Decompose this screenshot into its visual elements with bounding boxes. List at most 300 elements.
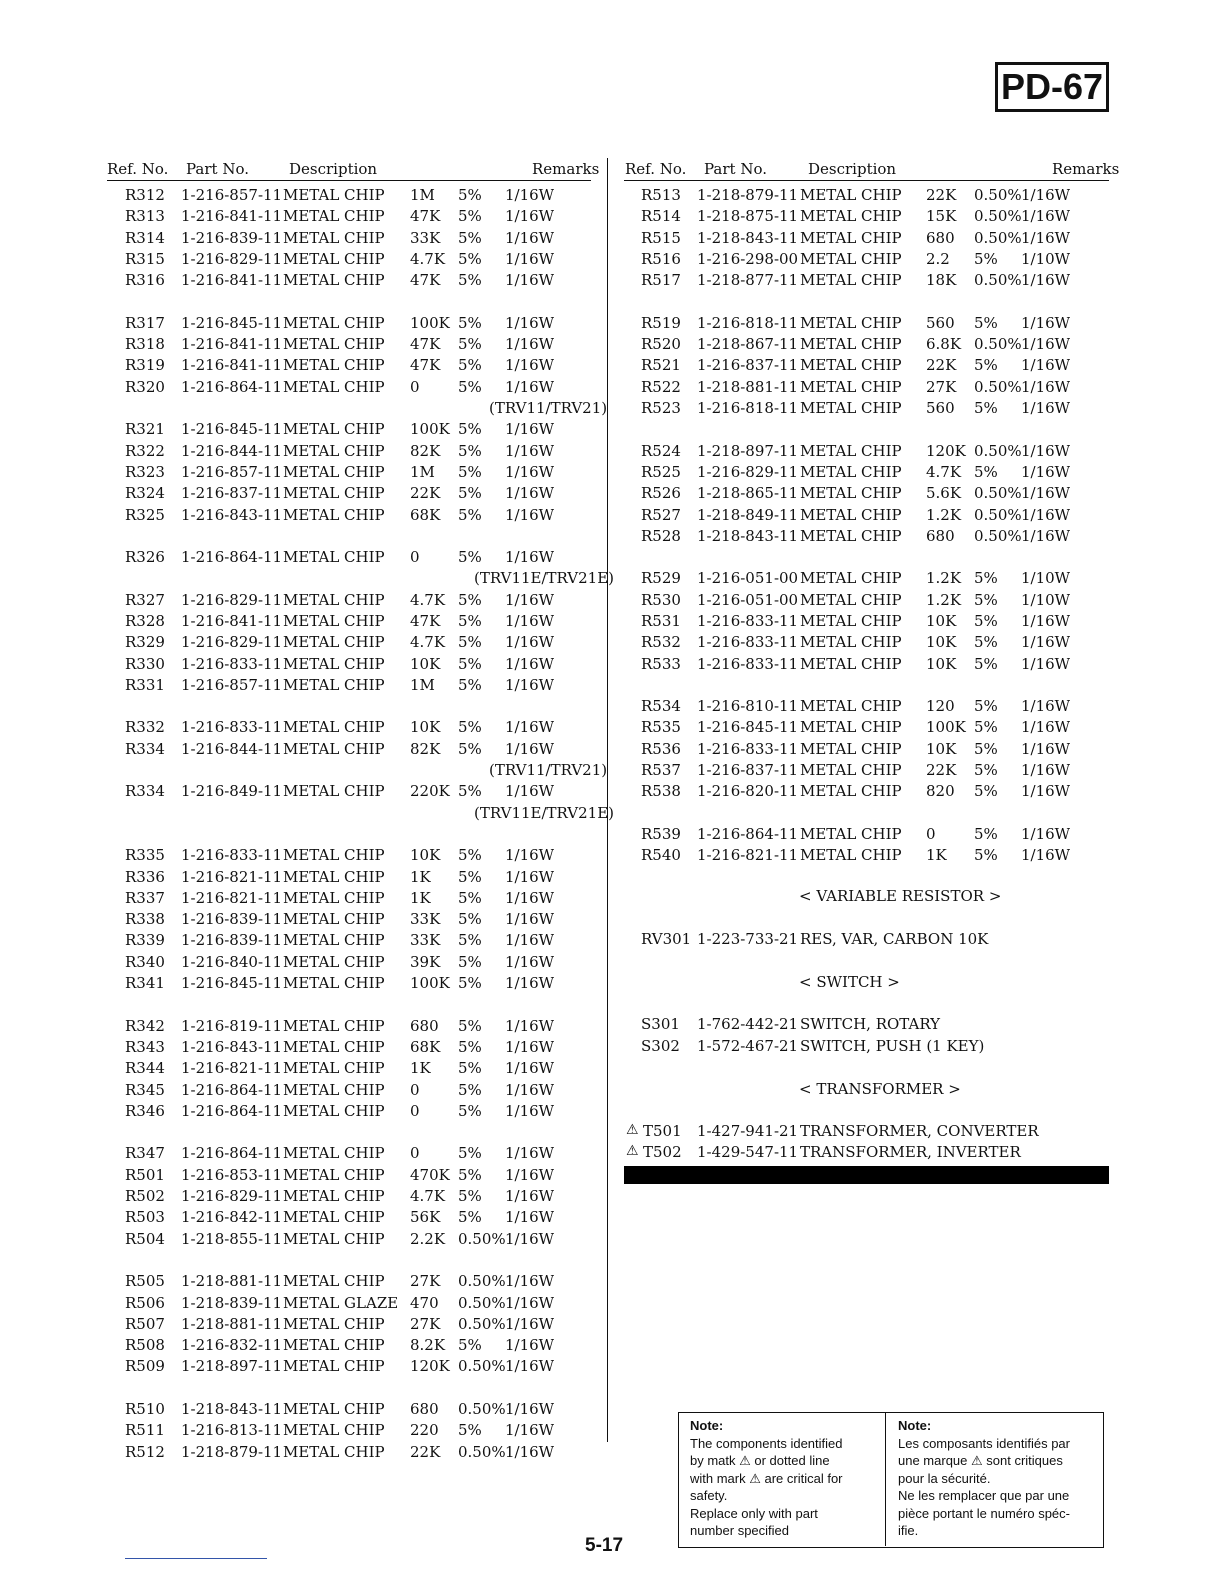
parts-row xyxy=(0,953,1224,974)
description: METAL CHIP xyxy=(800,356,902,374)
tolerance: 0.50% xyxy=(974,229,1022,247)
parts-row xyxy=(0,655,1224,676)
tolerance: 0.50% xyxy=(974,506,1022,524)
tolerance: 5% xyxy=(458,1144,482,1162)
ref: R537 xyxy=(641,761,681,779)
parts-row xyxy=(0,676,1224,697)
description: METAL CHIP xyxy=(283,974,385,992)
value: 4.7K xyxy=(410,633,446,651)
tolerance: 5% xyxy=(458,420,482,438)
footer-rule xyxy=(125,1558,267,1559)
part-number: 1-218-879-11 xyxy=(181,1443,283,1461)
description: METAL CHIP xyxy=(283,314,385,332)
note-line: une marque ⚠ sont critiques xyxy=(898,1453,1063,1468)
value: 220 xyxy=(410,1421,439,1439)
tolerance: 5% xyxy=(974,612,998,630)
ref: R523 xyxy=(641,399,681,417)
wattage: 1/16W xyxy=(1021,633,1071,651)
tolerance: 5% xyxy=(458,1102,482,1120)
description: METAL CHIP xyxy=(283,1272,385,1290)
description: METAL CHIP xyxy=(283,953,385,971)
part-number: 1-216-849-11 xyxy=(181,782,283,800)
part-number: 1-218-855-11 xyxy=(181,1230,283,1248)
parts-row xyxy=(0,612,1224,633)
ref: R332 xyxy=(125,718,165,736)
wattage: 1/16W xyxy=(1021,229,1071,247)
value: 1M xyxy=(410,186,435,204)
ref: R531 xyxy=(641,612,681,630)
wattage: 1/16W xyxy=(505,229,555,247)
value: 0 xyxy=(410,1144,420,1162)
wattage: 1/16W xyxy=(505,378,555,396)
wattage: 1/16W xyxy=(505,1166,555,1184)
parts-row xyxy=(0,271,1224,292)
value: 10K xyxy=(926,740,957,758)
wattage: 1/16W xyxy=(505,931,555,949)
value: 820 xyxy=(926,782,955,800)
wattage: 1/16W xyxy=(1021,740,1071,758)
ref: R510 xyxy=(125,1400,165,1418)
part-number: 1-216-821-11 xyxy=(697,846,799,864)
tolerance: 5% xyxy=(458,612,482,630)
value: 1.2K xyxy=(926,569,962,587)
tolerance: 0.50% xyxy=(458,1400,506,1418)
description: METAL CHIP xyxy=(283,356,385,374)
part-number: 1-218-849-11 xyxy=(697,506,799,524)
tolerance: 5% xyxy=(458,889,482,907)
ref: R335 xyxy=(125,846,165,864)
tolerance: 0.50% xyxy=(458,1315,506,1333)
value: 0 xyxy=(410,1081,420,1099)
left-header-rule xyxy=(107,180,591,181)
value: 100K xyxy=(410,314,450,332)
tolerance: 5% xyxy=(458,1336,482,1354)
tolerance: 5% xyxy=(458,484,482,502)
ref: R507 xyxy=(125,1315,165,1333)
tolerance: 5% xyxy=(974,250,998,268)
value: 4.7K xyxy=(410,250,446,268)
description: METAL CHIP xyxy=(800,484,902,502)
tolerance: 5% xyxy=(458,1421,482,1439)
ref: R530 xyxy=(641,591,681,609)
ref: R519 xyxy=(641,314,681,332)
ref: R334 xyxy=(125,782,165,800)
ref: R347 xyxy=(125,1144,165,1162)
variable-resistor-title: < VARIABLE RESISTOR > xyxy=(799,887,1002,905)
part-number: 1-218-839-11 xyxy=(181,1294,283,1312)
ref: R328 xyxy=(125,612,165,630)
warning-icon: ⚠ xyxy=(626,1143,639,1159)
part-number: 1-216-832-11 xyxy=(181,1336,283,1354)
wattage: 1/16W xyxy=(1021,442,1071,460)
value: 120 xyxy=(926,697,955,715)
parts-row xyxy=(0,484,1224,505)
description: METAL CHIP xyxy=(283,1208,385,1226)
wattage: 1/16W xyxy=(505,889,555,907)
value: 0 xyxy=(410,378,420,396)
part-number: 1-216-833-11 xyxy=(181,846,283,864)
description: METAL CHIP xyxy=(800,633,902,651)
right-column-header xyxy=(0,160,1224,180)
model-badge: PD-67 xyxy=(995,62,1109,112)
note-divider xyxy=(885,1413,886,1546)
ref: R504 xyxy=(125,1230,165,1248)
part-number: 1-216-864-11 xyxy=(181,1081,283,1099)
ref: R340 xyxy=(125,953,165,971)
part-number: 1-216-837-11 xyxy=(697,761,799,779)
wattage: 1/10W xyxy=(1021,569,1071,587)
part-number: 1-216-841-11 xyxy=(181,335,283,353)
description: METAL GLAZE xyxy=(283,1294,399,1312)
transformer-title: < TRANSFORMER > xyxy=(799,1080,961,1098)
wattage: 1/16W xyxy=(505,335,555,353)
header-part: Part No. xyxy=(186,160,249,178)
ref: R532 xyxy=(641,633,681,651)
ref: R528 xyxy=(641,527,681,545)
part-number: 1-218-897-11 xyxy=(697,442,799,460)
description: RES, VAR, CARBON 10K xyxy=(800,930,989,948)
wattage: 1/16W xyxy=(505,1187,555,1205)
part-number: 1-216-840-11 xyxy=(181,953,283,971)
part-number: 1-429-547-11 xyxy=(697,1143,799,1161)
wattage: 1/16W xyxy=(1021,761,1071,779)
part-number: 1-216-298-00 xyxy=(697,250,799,268)
part-number: 1-216-845-11 xyxy=(181,974,283,992)
description: METAL CHIP xyxy=(283,229,385,247)
tolerance: 0.50% xyxy=(974,207,1022,225)
tolerance: 5% xyxy=(974,761,998,779)
value: 2.2 xyxy=(926,250,950,268)
value: 47K xyxy=(410,271,441,289)
wattage: 1/16W xyxy=(1021,846,1071,864)
part-number: 1-216-857-11 xyxy=(181,463,283,481)
parts-row xyxy=(0,335,1224,356)
ref: R334 xyxy=(125,740,165,758)
wattage: 1/16W xyxy=(505,1421,555,1439)
tolerance: 5% xyxy=(974,463,998,481)
header-remarks: Remarks xyxy=(1052,160,1120,178)
parts-row xyxy=(0,1187,1224,1208)
value: 220K xyxy=(410,782,450,800)
tolerance: 5% xyxy=(458,335,482,353)
ref: R508 xyxy=(125,1336,165,1354)
value: 18K xyxy=(926,271,957,289)
ref: R331 xyxy=(125,676,165,694)
description: METAL CHIP xyxy=(800,399,902,417)
description: METAL CHIP xyxy=(283,931,385,949)
part-number: 1-216-829-11 xyxy=(181,1187,283,1205)
tolerance: 0.50% xyxy=(974,442,1022,460)
ref: R330 xyxy=(125,655,165,673)
tolerance: 5% xyxy=(458,207,482,225)
wattage: 1/16W xyxy=(505,846,555,864)
part-number: 1-216-813-11 xyxy=(181,1421,283,1439)
value: 68K xyxy=(410,1038,441,1056)
ref: S302 xyxy=(641,1037,680,1055)
description: METAL CHIP xyxy=(800,314,902,332)
description: METAL CHIP xyxy=(283,207,385,225)
part-number: 1-216-833-11 xyxy=(697,740,799,758)
parts-row xyxy=(0,1102,1224,1123)
parts-row xyxy=(0,1357,1224,1378)
wattage: 1/16W xyxy=(505,953,555,971)
description: METAL CHIP xyxy=(283,1102,385,1120)
description: METAL CHIP xyxy=(283,442,385,460)
header-ref: Ref. No. xyxy=(625,160,687,178)
parts-row xyxy=(0,1294,1224,1315)
tolerance: 5% xyxy=(458,1038,482,1056)
page-number: 5-17 xyxy=(585,1535,624,1556)
tolerance: 5% xyxy=(974,782,998,800)
tolerance: 5% xyxy=(458,1166,482,1184)
wattage: 1/16W xyxy=(505,548,555,566)
ref: R337 xyxy=(125,889,165,907)
value: 5.6K xyxy=(926,484,962,502)
part-number: 1-216-051-00 xyxy=(697,591,799,609)
tolerance: 5% xyxy=(458,442,482,460)
parts-row xyxy=(0,527,1224,548)
description: METAL CHIP xyxy=(283,740,385,758)
value: 82K xyxy=(410,442,441,460)
part-number: 1-216-844-11 xyxy=(181,740,283,758)
part-number: 1-216-842-11 xyxy=(181,1208,283,1226)
switch-row xyxy=(0,1037,1224,1058)
parts-row xyxy=(0,910,1224,931)
part-number: 1-216-820-11 xyxy=(697,782,799,800)
tolerance: 5% xyxy=(458,229,482,247)
wattage: 1/16W xyxy=(505,250,555,268)
parts-row xyxy=(0,229,1224,250)
part-number: 1-216-841-11 xyxy=(181,356,283,374)
parts-row xyxy=(0,1336,1224,1357)
tolerance: 5% xyxy=(974,314,998,332)
wattage: 1/16W xyxy=(505,314,555,332)
ref: R505 xyxy=(125,1272,165,1290)
tolerance: 0.50% xyxy=(974,271,1022,289)
parts-row xyxy=(0,1059,1224,1080)
note-french xyxy=(898,1417,1098,1540)
description: METAL CHIP xyxy=(800,569,902,587)
ref: R533 xyxy=(641,655,681,673)
ref: R314 xyxy=(125,229,165,247)
description: METAL CHIP xyxy=(283,1357,385,1375)
header-part: Part No. xyxy=(704,160,767,178)
wattage: 1/16W xyxy=(505,1315,555,1333)
part-number: 1-216-833-11 xyxy=(181,718,283,736)
tolerance: 5% xyxy=(974,633,998,651)
transformer-row xyxy=(0,1143,1224,1164)
part-number: 1-218-843-11 xyxy=(697,527,799,545)
ref: R511 xyxy=(125,1421,165,1439)
wattage: 1/16W xyxy=(505,442,555,460)
parts-row xyxy=(0,889,1224,910)
parts-row xyxy=(0,506,1224,527)
note-line: ifie. xyxy=(898,1523,919,1538)
wattage: 1/16W xyxy=(505,1144,555,1162)
description: METAL CHIP xyxy=(800,271,902,289)
tolerance: 5% xyxy=(458,1187,482,1205)
wattage: 1/16W xyxy=(505,1208,555,1226)
description: METAL CHIP xyxy=(283,186,385,204)
value: 560 xyxy=(926,314,955,332)
description: METAL CHIP xyxy=(800,740,902,758)
tolerance: 5% xyxy=(458,633,482,651)
ref: R502 xyxy=(125,1187,165,1205)
value: 22K xyxy=(410,484,441,502)
value: 1K xyxy=(926,846,947,864)
wattage: 1/16W xyxy=(1021,697,1071,715)
tolerance: 5% xyxy=(458,740,482,758)
value: 47K xyxy=(410,612,441,630)
part-number: 1-216-845-11 xyxy=(697,718,799,736)
parts-row xyxy=(0,782,1224,803)
part-number: 1-216-818-11 xyxy=(697,314,799,332)
value: 47K xyxy=(410,356,441,374)
wattage: 1/16W xyxy=(1021,356,1071,374)
header-remarks: Remarks xyxy=(532,160,600,178)
description: METAL CHIP xyxy=(283,378,385,396)
ref: T502 xyxy=(643,1143,682,1161)
ref: R316 xyxy=(125,271,165,289)
header-ref: Ref. No. xyxy=(107,160,169,178)
part-number: 1-216-845-11 xyxy=(181,314,283,332)
value: 47K xyxy=(410,207,441,225)
tolerance: 5% xyxy=(974,718,998,736)
header-desc: Description xyxy=(808,160,897,178)
wattage: 1/16W xyxy=(1021,825,1071,843)
tolerance: 0.50% xyxy=(458,1272,506,1290)
value: 680 xyxy=(410,1400,439,1418)
description: METAL CHIP xyxy=(800,718,902,736)
part-number: 1-216-841-11 xyxy=(181,612,283,630)
part-number: 1-218-881-11 xyxy=(181,1315,283,1333)
tolerance: 0.50% xyxy=(458,1443,506,1461)
note-line: with mark ⚠ are critical for xyxy=(690,1470,843,1486)
part-number: 1-216-857-11 xyxy=(181,676,283,694)
ref: R338 xyxy=(125,910,165,928)
part-number: 1-216-844-11 xyxy=(181,442,283,460)
description: METAL CHIP xyxy=(283,889,385,907)
wattage: 1/16W xyxy=(505,484,555,502)
tolerance: 5% xyxy=(458,463,482,481)
ref: R515 xyxy=(641,229,681,247)
value: 2.2K xyxy=(410,1230,446,1248)
value: 470K xyxy=(410,1166,450,1184)
tolerance: 0.50% xyxy=(458,1357,506,1375)
value: 4.7K xyxy=(410,591,446,609)
parts-row xyxy=(0,740,1224,761)
tolerance: 5% xyxy=(458,931,482,949)
wattage: 1/16W xyxy=(505,420,555,438)
description: METAL CHIP xyxy=(800,825,902,843)
tolerance: 5% xyxy=(974,399,998,417)
parts-row xyxy=(0,207,1224,228)
description: METAL CHIP xyxy=(800,846,902,864)
wattage: 1/16W xyxy=(505,1038,555,1056)
part-number: 1-216-841-11 xyxy=(181,271,283,289)
wattage: 1/16W xyxy=(505,782,555,800)
remark-text: (TRV11E/TRV21E) xyxy=(474,569,615,587)
ref: R344 xyxy=(125,1059,165,1077)
part-number: 1-216-818-11 xyxy=(697,399,799,417)
description: METAL CHIP xyxy=(283,846,385,864)
value: 1K xyxy=(410,868,431,886)
ref: R535 xyxy=(641,718,681,736)
tolerance: 5% xyxy=(458,1017,482,1035)
description: METAL CHIP xyxy=(283,868,385,886)
tolerance: 5% xyxy=(458,271,482,289)
header-desc: Description xyxy=(289,160,378,178)
value: 100K xyxy=(926,718,966,736)
value: 680 xyxy=(926,229,955,247)
ref: R312 xyxy=(125,186,165,204)
note-line: number specified xyxy=(690,1523,789,1538)
ref: R529 xyxy=(641,569,681,587)
parts-row xyxy=(0,633,1224,654)
ref: T501 xyxy=(643,1122,682,1140)
value: 15K xyxy=(926,207,957,225)
tolerance: 5% xyxy=(974,356,998,374)
description: METAL CHIP xyxy=(283,655,385,673)
wattage: 1/16W xyxy=(505,1081,555,1099)
tolerance: 0.50% xyxy=(974,484,1022,502)
part-number: 1-216-833-11 xyxy=(181,655,283,673)
parts-row xyxy=(0,697,1224,718)
description: METAL CHIP xyxy=(800,506,902,524)
part-number: 1-216-839-11 xyxy=(181,931,283,949)
part-number: 1-216-821-11 xyxy=(181,889,283,907)
transformer-row xyxy=(0,1122,1224,1143)
description: METAL CHIP xyxy=(800,612,902,630)
value: 100K xyxy=(410,974,450,992)
wattage: 1/16W xyxy=(1021,655,1071,673)
ref: R534 xyxy=(641,697,681,715)
description: METAL CHIP xyxy=(283,420,385,438)
part-number: 1-216-864-11 xyxy=(697,825,799,843)
wattage: 1/16W xyxy=(505,1017,555,1035)
value: 100K xyxy=(410,420,450,438)
tolerance: 5% xyxy=(974,846,998,864)
tolerance: 0.50% xyxy=(458,1294,506,1312)
parts-row xyxy=(0,569,1224,590)
ref: RV301 xyxy=(641,930,692,948)
tolerance: 5% xyxy=(458,782,482,800)
value: 10K xyxy=(410,655,441,673)
ref: R329 xyxy=(125,633,165,651)
ref: R319 xyxy=(125,356,165,374)
parts-row xyxy=(0,356,1224,377)
wattage: 1/16W xyxy=(1021,335,1071,353)
value: 1K xyxy=(410,889,431,907)
tolerance: 5% xyxy=(458,846,482,864)
ref: R536 xyxy=(641,740,681,758)
parts-row xyxy=(0,442,1224,463)
value: 47K xyxy=(410,335,441,353)
ref: R317 xyxy=(125,314,165,332)
ref: R321 xyxy=(125,420,165,438)
parts-row xyxy=(0,314,1224,335)
description: METAL CHIP xyxy=(800,207,902,225)
tolerance: 5% xyxy=(458,314,482,332)
part-number: 1-223-733-21 xyxy=(697,930,799,948)
warning-icon: ⚠ xyxy=(626,1122,639,1138)
description: METAL CHIP xyxy=(283,1336,385,1354)
wattage: 1/16W xyxy=(505,612,555,630)
ref: R521 xyxy=(641,356,681,374)
parts-row xyxy=(0,718,1224,739)
tolerance: 5% xyxy=(458,1208,482,1226)
ref: R524 xyxy=(641,442,681,460)
